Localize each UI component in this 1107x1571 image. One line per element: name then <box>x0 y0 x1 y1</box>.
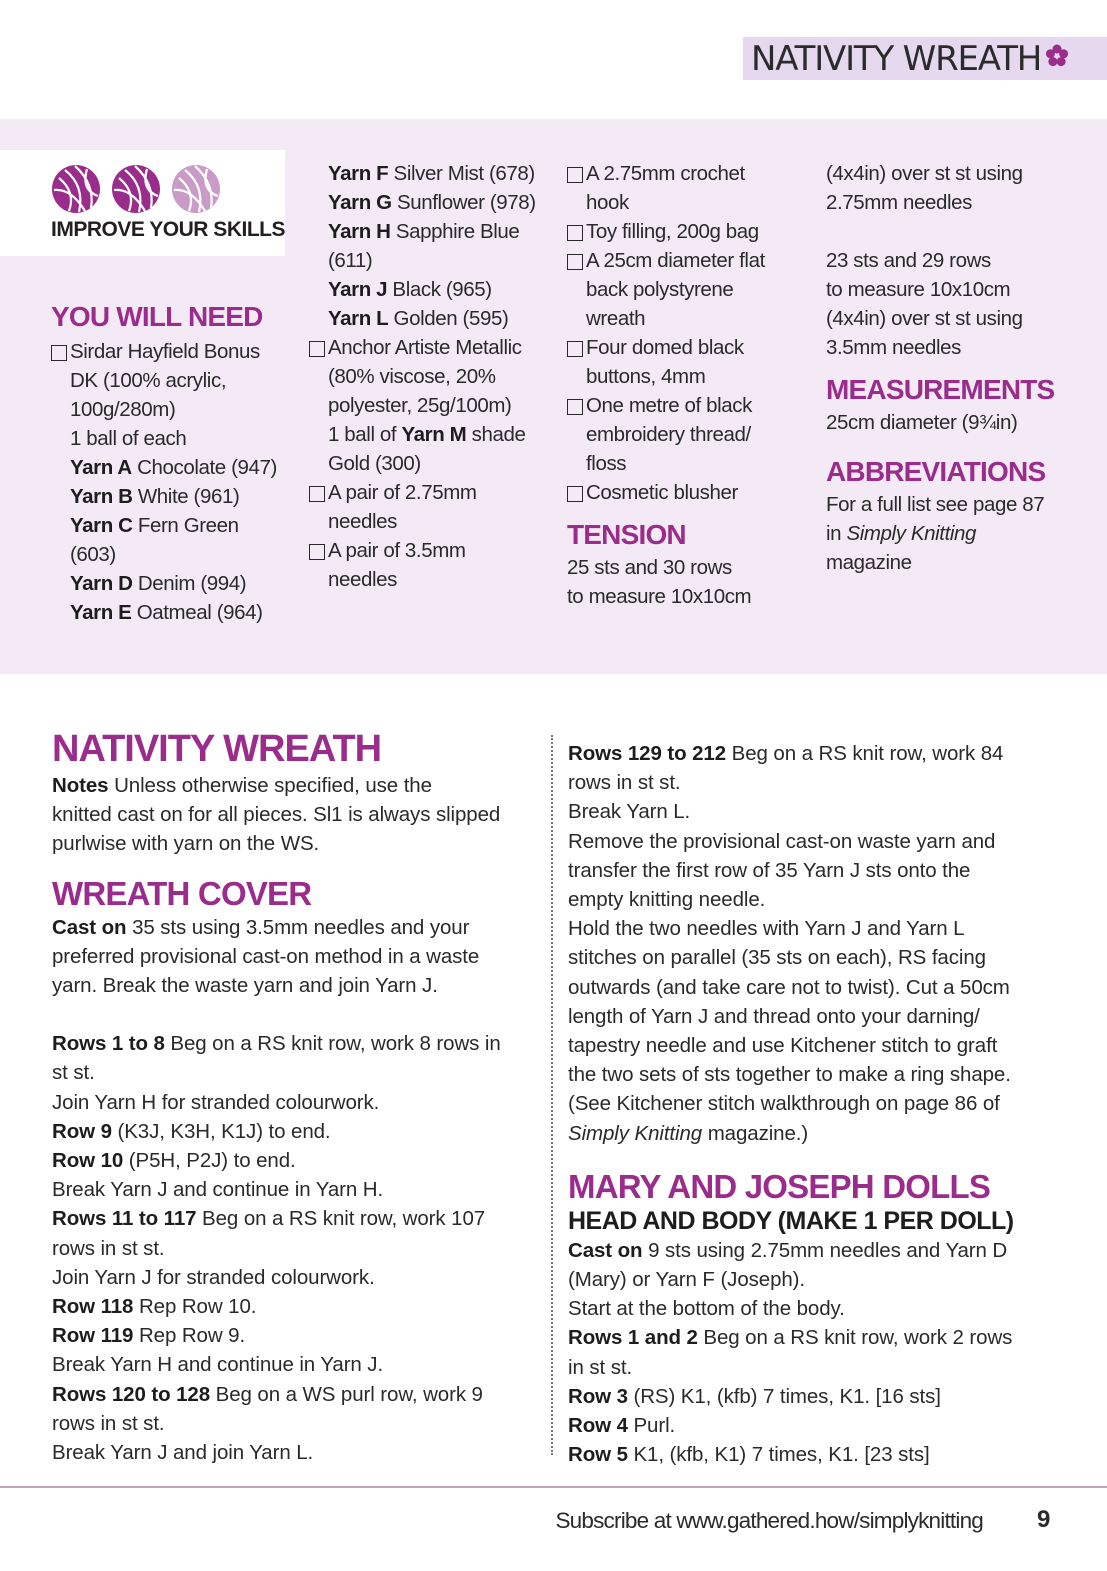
text: Beg on a RS knit row, work 84 <box>726 742 1004 765</box>
step-label: Row 9 <box>52 1119 112 1143</box>
step-label: Cast on <box>52 915 127 939</box>
text: in <box>826 522 847 545</box>
yarn-key: Yarn C <box>70 514 133 537</box>
step-label: Row 4 <box>568 1414 628 1438</box>
pattern-line <box>52 1321 501 1350</box>
pattern-line <box>52 1292 501 1321</box>
pattern-line: Break Yarn L. <box>568 800 691 824</box>
pattern-line <box>52 1204 501 1233</box>
pattern-line: Break Yarn H and continue in Yarn J. <box>52 1353 384 1377</box>
pattern-title: NATIVITY WREATH <box>52 728 382 770</box>
tension-column-4 <box>826 159 1054 577</box>
list-text: (603) <box>70 543 116 566</box>
list-text: hook <box>586 191 629 214</box>
pattern-line <box>568 1440 1014 1469</box>
you-will-need-heading: YOU WILL NEED <box>51 301 263 332</box>
step-label: Rows 120 to 128 <box>52 1382 211 1406</box>
notes-line: knitted cast on for all pieces. Sl1 is always slipped <box>52 803 501 827</box>
text: K1, (kfb, K1) 7 times, K1. [23 sts] <box>627 1443 930 1467</box>
yarn-key: Yarn A <box>70 456 132 479</box>
yarn-value: Silver Mist (678) <box>388 162 535 185</box>
yarn-ball-icon <box>51 164 101 214</box>
pattern-line <box>568 1382 1014 1411</box>
tension-text: to measure 10x10cm <box>826 278 1011 301</box>
list-text: needles <box>328 568 398 591</box>
text: Beg on a RS knit row, work 2 rows <box>697 1326 1013 1350</box>
yarn-value: Denim (994) <box>132 572 247 595</box>
materials-column-3 <box>567 159 765 611</box>
tension-text: 3.5mm needles <box>826 336 961 359</box>
list-text: back polystyrene <box>586 278 734 301</box>
yarn-key: Yarn L <box>328 307 389 330</box>
pattern-line <box>52 1117 501 1146</box>
tension-text: 25 sts and 30 rows <box>567 556 732 579</box>
tension-heading: TENSION <box>567 519 686 550</box>
pattern-line: Break Yarn J and continue in Yarn H. <box>52 1178 384 1202</box>
text: Purl. <box>627 1414 676 1438</box>
yarn-ball-icon-faded <box>171 164 221 214</box>
abbreviations-text: For a full list see page 87 <box>826 493 1045 516</box>
list-text: needles <box>328 510 398 533</box>
list-item: A 25cm diameter flat <box>567 246 765 275</box>
pattern-line <box>568 1236 1014 1265</box>
column-divider <box>551 735 553 1455</box>
text: shade <box>466 423 526 446</box>
yarn-value: Fern Green <box>132 514 239 537</box>
pattern-line: the two sets of sts together to make a ring shape. <box>568 1063 1011 1087</box>
pattern-line <box>568 1119 1014 1148</box>
text: (RS) K1, (kfb) 7 times, K1. [16 sts] <box>627 1384 941 1408</box>
pattern-line: empty knitting needle. <box>568 888 766 912</box>
step-label: Row 118 <box>52 1295 134 1319</box>
text: Rep Row 9. <box>133 1324 246 1348</box>
step-label: Row 10 <box>52 1149 124 1173</box>
yarn-line <box>309 420 536 449</box>
header-tab <box>743 37 1107 80</box>
step-label: Row 3 <box>568 1384 628 1408</box>
pattern-line: Join Yarn J for stranded colourwork. <box>52 1265 375 1289</box>
text: Rep Row 10. <box>133 1295 257 1319</box>
yarn-value: Black (965) <box>387 278 492 301</box>
pattern-right-column <box>568 739 1014 1469</box>
list-text: DK (100% acrylic, <box>70 369 227 392</box>
measurements-heading: MEASUREMENTS <box>826 374 1055 405</box>
yarn-value: Oatmeal (964) <box>131 601 263 624</box>
yarn-key: Yarn G <box>328 191 392 214</box>
step-label: Rows 129 to 212 <box>568 742 727 765</box>
yarn-ball-icon <box>111 164 161 214</box>
pattern-line: Hold the two needles with Yarn J and Yarn L <box>568 917 965 941</box>
pattern-line: transfer the first row of 35 Yarn J sts onto the <box>568 858 971 882</box>
pattern-line <box>568 739 1014 768</box>
pattern-line <box>52 1146 501 1175</box>
tension-text: (4x4in) over st st using <box>826 162 1023 185</box>
yarn-line <box>309 275 536 304</box>
list-item: One metre of black <box>567 391 765 420</box>
yarn-line <box>309 304 536 333</box>
dolls-heading: MARY AND JOSEPH DOLLS <box>568 1167 991 1205</box>
tension-text: 2.75mm needles <box>826 191 972 214</box>
text: Beg on a WS purl row, work 9 <box>210 1382 483 1406</box>
pattern-line: Start at the bottom of the body. <box>568 1297 845 1321</box>
you-will-need-column <box>51 300 277 627</box>
text: Beg on a RS knit row, work 107 <box>196 1207 486 1231</box>
pattern-line: rows in st st. <box>52 1236 165 1260</box>
step-label: Rows 1 to 8 <box>52 1032 165 1056</box>
step-label: Row 119 <box>52 1324 134 1348</box>
list-text: Gold (300) <box>328 452 421 475</box>
list-item: A 2.75mm crochet <box>567 159 765 188</box>
list-item: Toy filling, 200g bag <box>567 217 765 246</box>
yarn-line <box>51 453 277 482</box>
list-item: Four domed black <box>567 333 765 362</box>
pattern-line: st st. <box>52 1061 95 1085</box>
list-item: A pair of 3.5mm <box>309 536 536 565</box>
step-label: Rows 1 and 2 <box>568 1326 698 1350</box>
measurements-text: 25cm diameter (9¾in) <box>826 411 1018 434</box>
footer-rule <box>0 1486 1107 1488</box>
yarn-value: Sunflower (978) <box>391 191 536 214</box>
page-number: 9 <box>1037 1506 1051 1533</box>
text: (P5H, P2J) to end. <box>123 1149 296 1173</box>
list-text: 1 ball of each <box>70 427 187 450</box>
list-text: floss <box>586 452 627 475</box>
tension-text: to measure 10x10cm <box>567 585 752 608</box>
yarn-value: Chocolate (947) <box>131 456 277 479</box>
pattern-line: (See Kitchener stitch walkthrough on page 86 of <box>568 1092 1000 1116</box>
list-item: Anchor Artiste Metallic <box>309 333 536 362</box>
pattern-line: Break Yarn J and join Yarn L. <box>52 1441 314 1465</box>
yarn-key: Yarn B <box>70 485 133 508</box>
tension-text: 23 sts and 29 rows <box>826 249 991 272</box>
wreath-cover-heading: WREATH COVER <box>52 874 312 912</box>
notes-label: Notes <box>52 774 109 797</box>
yarn-line <box>51 569 277 598</box>
list-text: 100g/280m) <box>70 398 176 421</box>
pattern-line: length of Yarn J and thread onto your darning/ <box>568 1004 980 1028</box>
text: (K3J, K3H, K1J) to end. <box>111 1119 331 1143</box>
yarn-value: White (961) <box>132 485 240 508</box>
list-text: polyester, 25g/100m) <box>328 394 512 417</box>
pattern-line <box>52 1380 501 1409</box>
yarn-key: Yarn D <box>70 572 133 595</box>
pattern-line: rows in st st. <box>568 771 681 795</box>
pattern-line: outwards (and take care not to twist). Cut a 50cm <box>568 975 1010 999</box>
yarn-value: Golden (595) <box>388 307 509 330</box>
pattern-line <box>52 1029 501 1058</box>
magazine-name: Simply Knitting <box>568 1121 703 1145</box>
pattern-line: in st st. <box>568 1355 633 1379</box>
pattern-line: stitches on parallel (35 sts on each), RS facing <box>568 946 986 970</box>
abbreviations-text: magazine <box>826 551 912 574</box>
skills-label: IMPROVE YOUR SKILLS <box>51 218 285 241</box>
yarn-key: Yarn F <box>328 162 389 185</box>
pattern-line: preferred provisional cast-on method in a waste <box>52 944 480 968</box>
pattern-line: (Mary) or Yarn F (Joseph). <box>568 1268 806 1292</box>
text: Beg on a RS knit row, work 8 rows in <box>164 1032 501 1056</box>
header-title: NATIVITY WREATH <box>751 38 1042 79</box>
list-text: embroidery thread/ <box>586 423 751 446</box>
notes-line: purlwise with yarn on the WS. <box>52 832 320 856</box>
pattern-line: tapestry needle and use Kitchener stitch to graft <box>568 1034 998 1058</box>
abbreviations-text <box>826 519 1054 548</box>
footer-subscribe-link[interactable]: Subscribe at www.gathered.how/simplyknitting <box>555 1508 983 1533</box>
text: magazine.) <box>702 1121 809 1145</box>
yarn-key: Yarn H <box>328 220 391 243</box>
pattern-line: Join Yarn H for stranded colourwork. <box>52 1090 380 1114</box>
flower-icon <box>1045 44 1069 73</box>
abbreviations-heading: ABBREVIATIONS <box>826 456 1046 487</box>
pattern-left-column <box>52 727 501 1467</box>
notes-line <box>52 771 501 800</box>
yarn-line <box>51 598 277 627</box>
list-item: A pair of 2.75mm <box>309 478 536 507</box>
yarn-line <box>51 482 277 511</box>
list-item: Cosmetic blusher <box>567 478 765 507</box>
materials-column-2 <box>309 159 536 594</box>
text: 1 ball of <box>328 423 402 446</box>
tension-text: (4x4in) over st st using <box>826 307 1023 330</box>
pattern-line <box>568 1323 1014 1352</box>
text: Unless otherwise specified, use the <box>108 774 432 797</box>
pattern-line <box>568 1411 1014 1440</box>
pattern-line: rows in st st. <box>52 1411 165 1435</box>
list-text: (611) <box>328 249 373 272</box>
magazine-name: Simply Knitting <box>846 522 977 545</box>
step-label: Cast on <box>568 1238 643 1262</box>
list-text: buttons, 4mm <box>586 365 706 388</box>
yarn-key: Yarn E <box>70 601 132 624</box>
list-text: wreath <box>586 307 646 330</box>
dolls-subheading: HEAD AND BODY (MAKE 1 PER DOLL) <box>568 1206 1014 1235</box>
list-text: (80% viscose, 20% <box>328 365 496 388</box>
step-label: Rows 11 to 117 <box>52 1207 197 1231</box>
step-label: Row 5 <box>568 1443 628 1467</box>
yarn-line <box>309 217 536 246</box>
yarn-line <box>309 188 536 217</box>
text: 9 sts using 2.75mm needles and Yarn D <box>642 1238 1008 1262</box>
pattern-line: yarn. Break the waste yarn and join Yarn J. <box>52 974 438 998</box>
yarn-value: Sapphire Blue <box>390 220 520 243</box>
yarn-key: Yarn M <box>401 423 467 446</box>
text: 35 sts using 3.5mm needles and your <box>126 915 470 939</box>
yarn-line <box>309 159 536 188</box>
pattern-line <box>52 913 501 942</box>
yarn-key: Yarn J <box>328 278 388 301</box>
yarn-line <box>51 511 277 540</box>
pattern-line: Remove the provisional cast-on waste yarn and <box>568 829 996 853</box>
list-item: Sirdar Hayfield Bonus <box>51 337 277 366</box>
